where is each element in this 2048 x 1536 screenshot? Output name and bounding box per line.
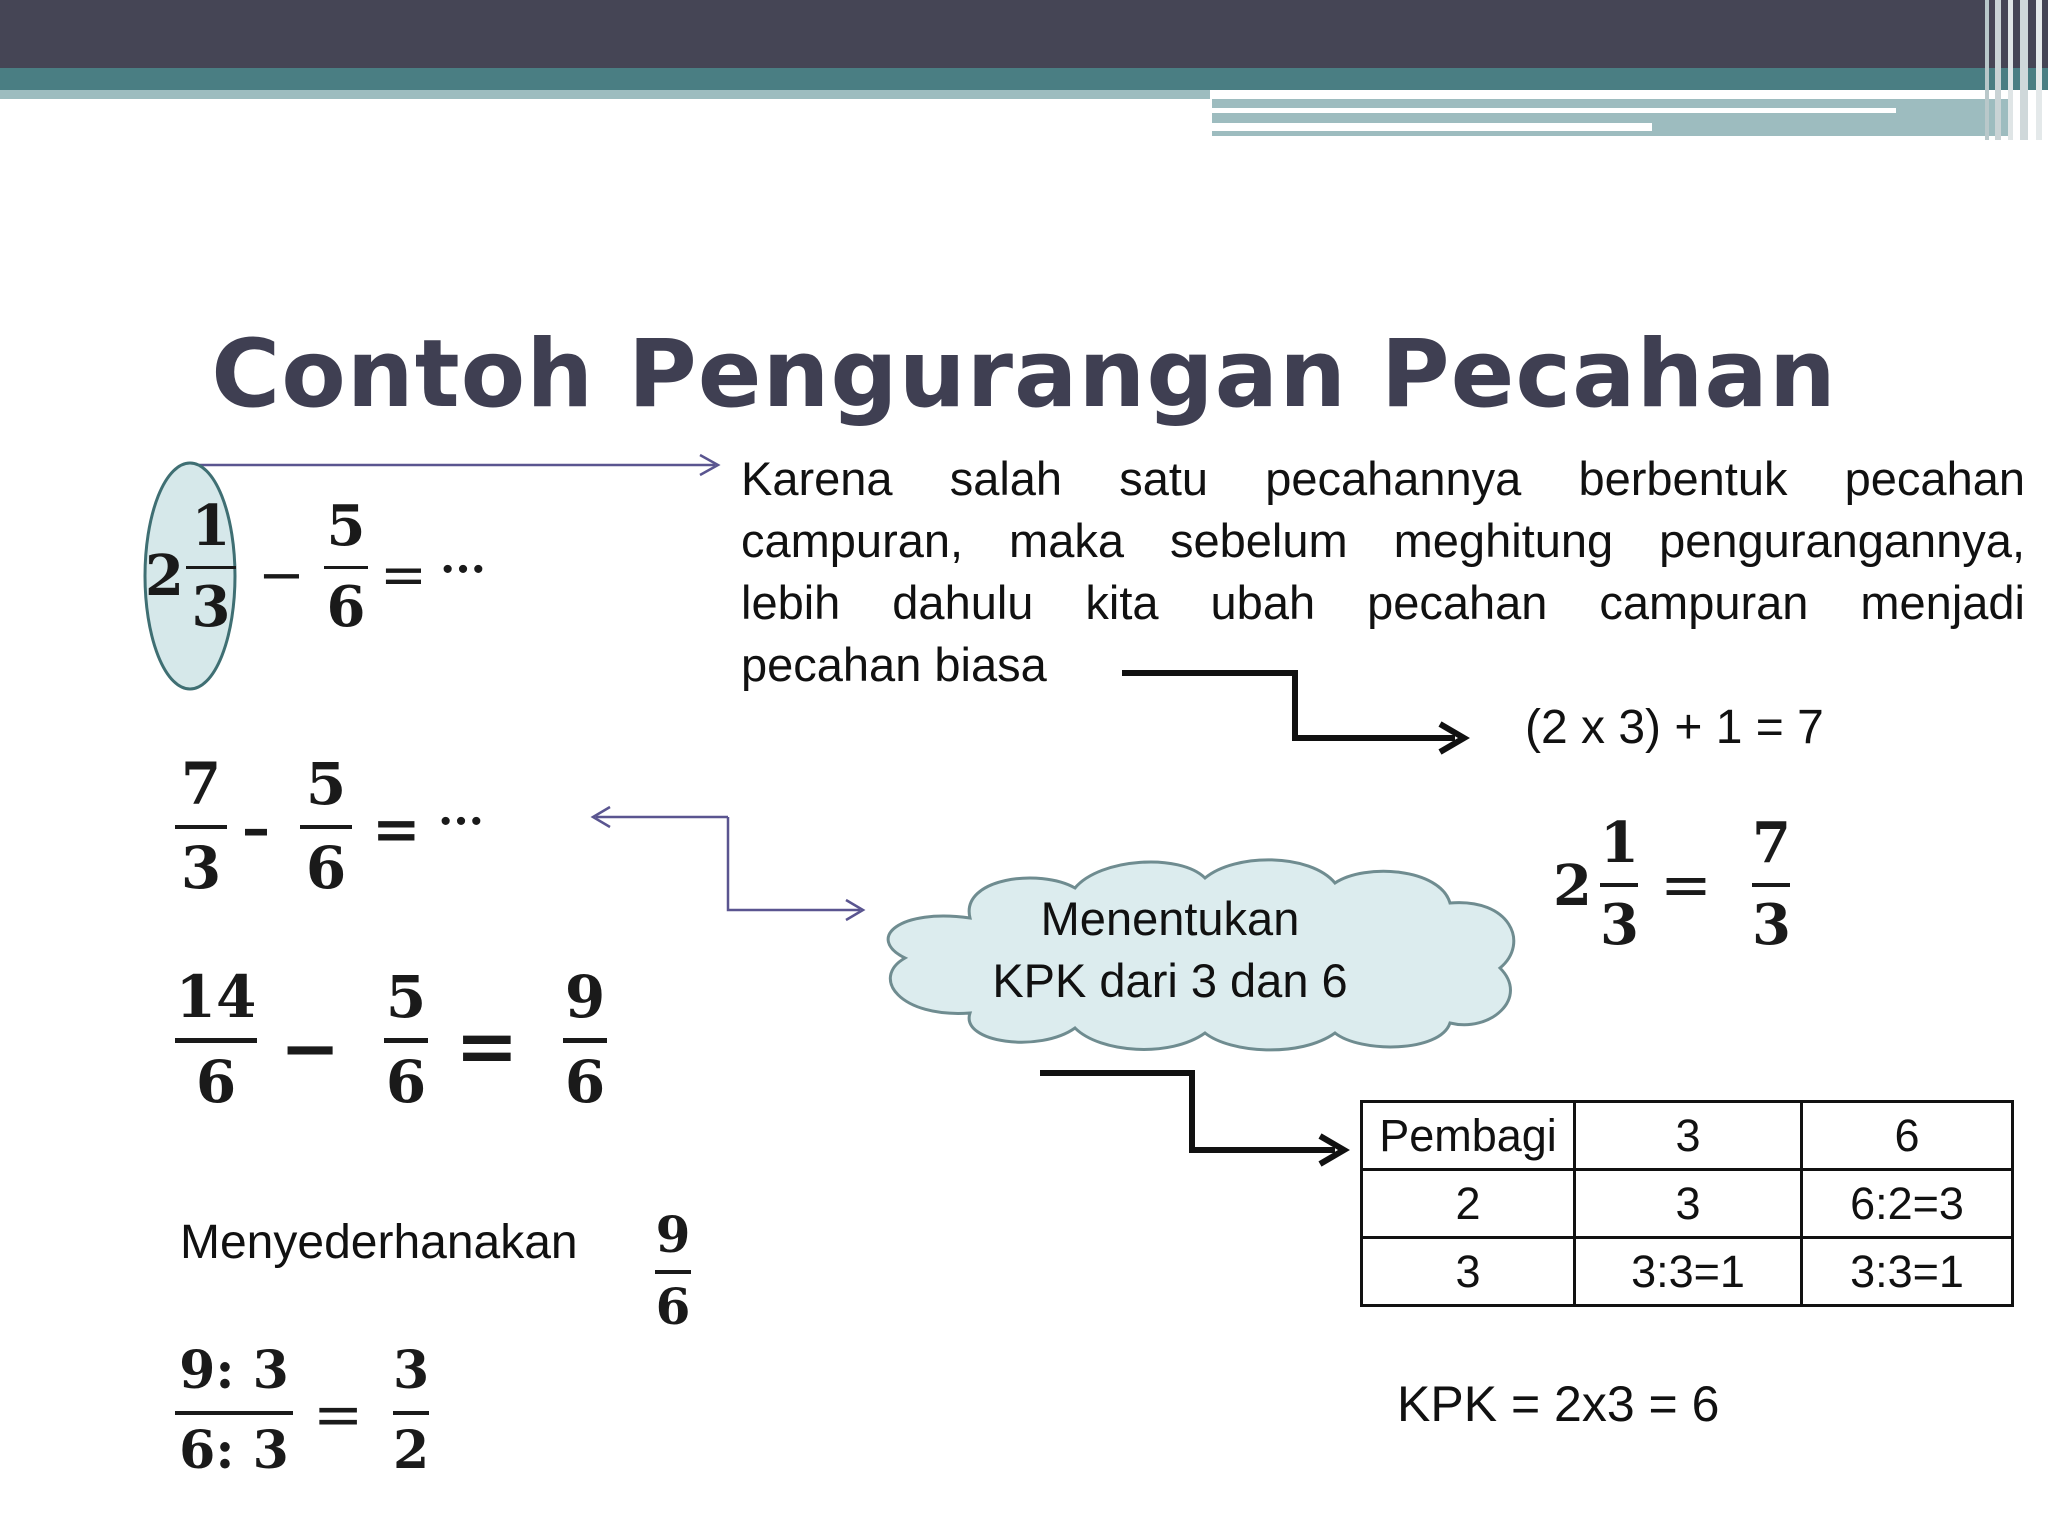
eq3-fraction-1 (175, 963, 257, 1116)
mixed-whole: 2 (1553, 853, 1592, 919)
mixed-fraction-1 (1600, 810, 1639, 958)
eq1-num-2: 5 (326, 493, 366, 559)
eq2-dots: ··· (438, 796, 484, 847)
eq4-den-1: 6: 3 (179, 1420, 289, 1481)
eq4-num-2: 3 (393, 1340, 430, 1401)
explanation-line-3: lebih dahulu kita ubah pecahan campuran menjadi (741, 576, 2025, 629)
eq1-num-1: 1 (191, 493, 231, 559)
eq1-whole: 2 (145, 543, 184, 609)
eq1-fraction-1 (186, 493, 236, 640)
mixed-num-2: 7 (1752, 810, 1791, 876)
eq2-bar-1 (175, 825, 227, 829)
mixed-den-1: 3 (1600, 892, 1639, 958)
cloud-line-1: Menentukan (1040, 892, 1300, 945)
table-cell: 3 (1362, 1238, 1575, 1306)
eq1-bar-1 (186, 566, 236, 569)
cloud-line-2: KPK dari 3 dan 6 (992, 954, 1348, 1007)
mixed-fraction-2 (1752, 810, 1791, 958)
mixed-den-2: 3 (1752, 892, 1791, 958)
slide-title: Contoh Pengurangan Pecahan (211, 320, 1837, 429)
mixed-bar-1 (1600, 883, 1638, 887)
cloud-text (930, 888, 1410, 1012)
simplify-bar (655, 1270, 691, 1274)
eq3-bar-2 (384, 1038, 428, 1043)
table-cell: 3 (1575, 1170, 1802, 1238)
eq3-fraction-2 (384, 963, 428, 1116)
explanation-line-4: pecahan biasa (741, 638, 1047, 691)
eq2-bar-2 (300, 825, 352, 829)
simplify-den: 6 (655, 1277, 691, 1336)
eq2-fraction-1 (175, 750, 227, 902)
eq3-num-2: 5 (385, 963, 427, 1031)
simplify-num: 9 (655, 1205, 691, 1264)
eq2-fraction-2 (300, 750, 352, 902)
mixed-num-1: 1 (1600, 810, 1639, 876)
eq1-fraction-2 (324, 493, 368, 640)
simplify-fraction-value (655, 1205, 691, 1336)
table-cell: 6:2=3 (1802, 1170, 2013, 1238)
eq3-num-1: 14 (175, 963, 257, 1031)
eq3-minus: − (280, 1005, 341, 1090)
eq2-minus: – (242, 795, 270, 861)
explanation-line-1: Karena salah satu pecahannya berbentuk pecahan (741, 452, 2025, 505)
eq3-bar-1 (175, 1038, 257, 1043)
eq1-den-1: 3 (191, 574, 231, 640)
table-row (1362, 1238, 2013, 1306)
eq2-num-1: 7 (180, 750, 222, 818)
eq2-den-2: 6 (305, 834, 347, 902)
eq1-bar-2 (324, 566, 368, 569)
eq1-minus: − (258, 543, 305, 608)
table-cell: 3:3=1 (1575, 1238, 1802, 1306)
eq4-fraction-2 (393, 1340, 430, 1481)
eq4-bar-2 (393, 1411, 429, 1415)
eq4-den-2: 2 (393, 1420, 430, 1481)
kpk-result: KPK = 2x3 = 6 (1397, 1376, 1720, 1432)
eq3-bar-3 (563, 1038, 607, 1043)
eq3-den-3: 6 (564, 1048, 606, 1116)
table-row (1362, 1170, 2013, 1238)
eq4-num-1: 9: 3 (179, 1340, 289, 1401)
eq4-fraction-1 (175, 1340, 293, 1481)
explanation-line-2: campuran, maka sebelum meghitung pengurangannya, (741, 514, 2025, 567)
eq2-num-2: 5 (305, 750, 347, 818)
table-cell: 2 (1362, 1170, 1575, 1238)
eq4-equals: = (313, 1380, 364, 1450)
table-cell: 3:3=1 (1802, 1238, 2013, 1306)
eq3-den-1: 6 (195, 1048, 237, 1116)
eq3-num-3: 9 (564, 963, 606, 1031)
eq3-fraction-3 (563, 963, 607, 1116)
simplify-label: Menyederhanakan (180, 1216, 578, 1269)
explanation-paragraph (741, 448, 2025, 696)
eq1-equals: = (380, 543, 427, 608)
table-cell: 6 (1802, 1102, 2013, 1170)
eq2-equals: = (372, 795, 421, 863)
kpk-table (1360, 1100, 2014, 1307)
table-cell: 3 (1575, 1102, 1802, 1170)
eq2-den-1: 3 (180, 834, 222, 902)
eq4-bar-1 (175, 1411, 293, 1415)
eq1-dots: ··· (440, 544, 486, 595)
mixed-bar-2 (1752, 883, 1790, 887)
conversion-formula: (2 x 3) + 1 = 7 (1525, 701, 1824, 754)
eq1-den-2: 6 (326, 574, 366, 640)
eq3-den-2: 6 (385, 1048, 427, 1116)
mixed-equals: = (1660, 848, 1712, 921)
table-cell: Pembagi (1362, 1102, 1575, 1170)
eq3-equals: = (455, 1001, 519, 1090)
table-row (1362, 1102, 2013, 1170)
